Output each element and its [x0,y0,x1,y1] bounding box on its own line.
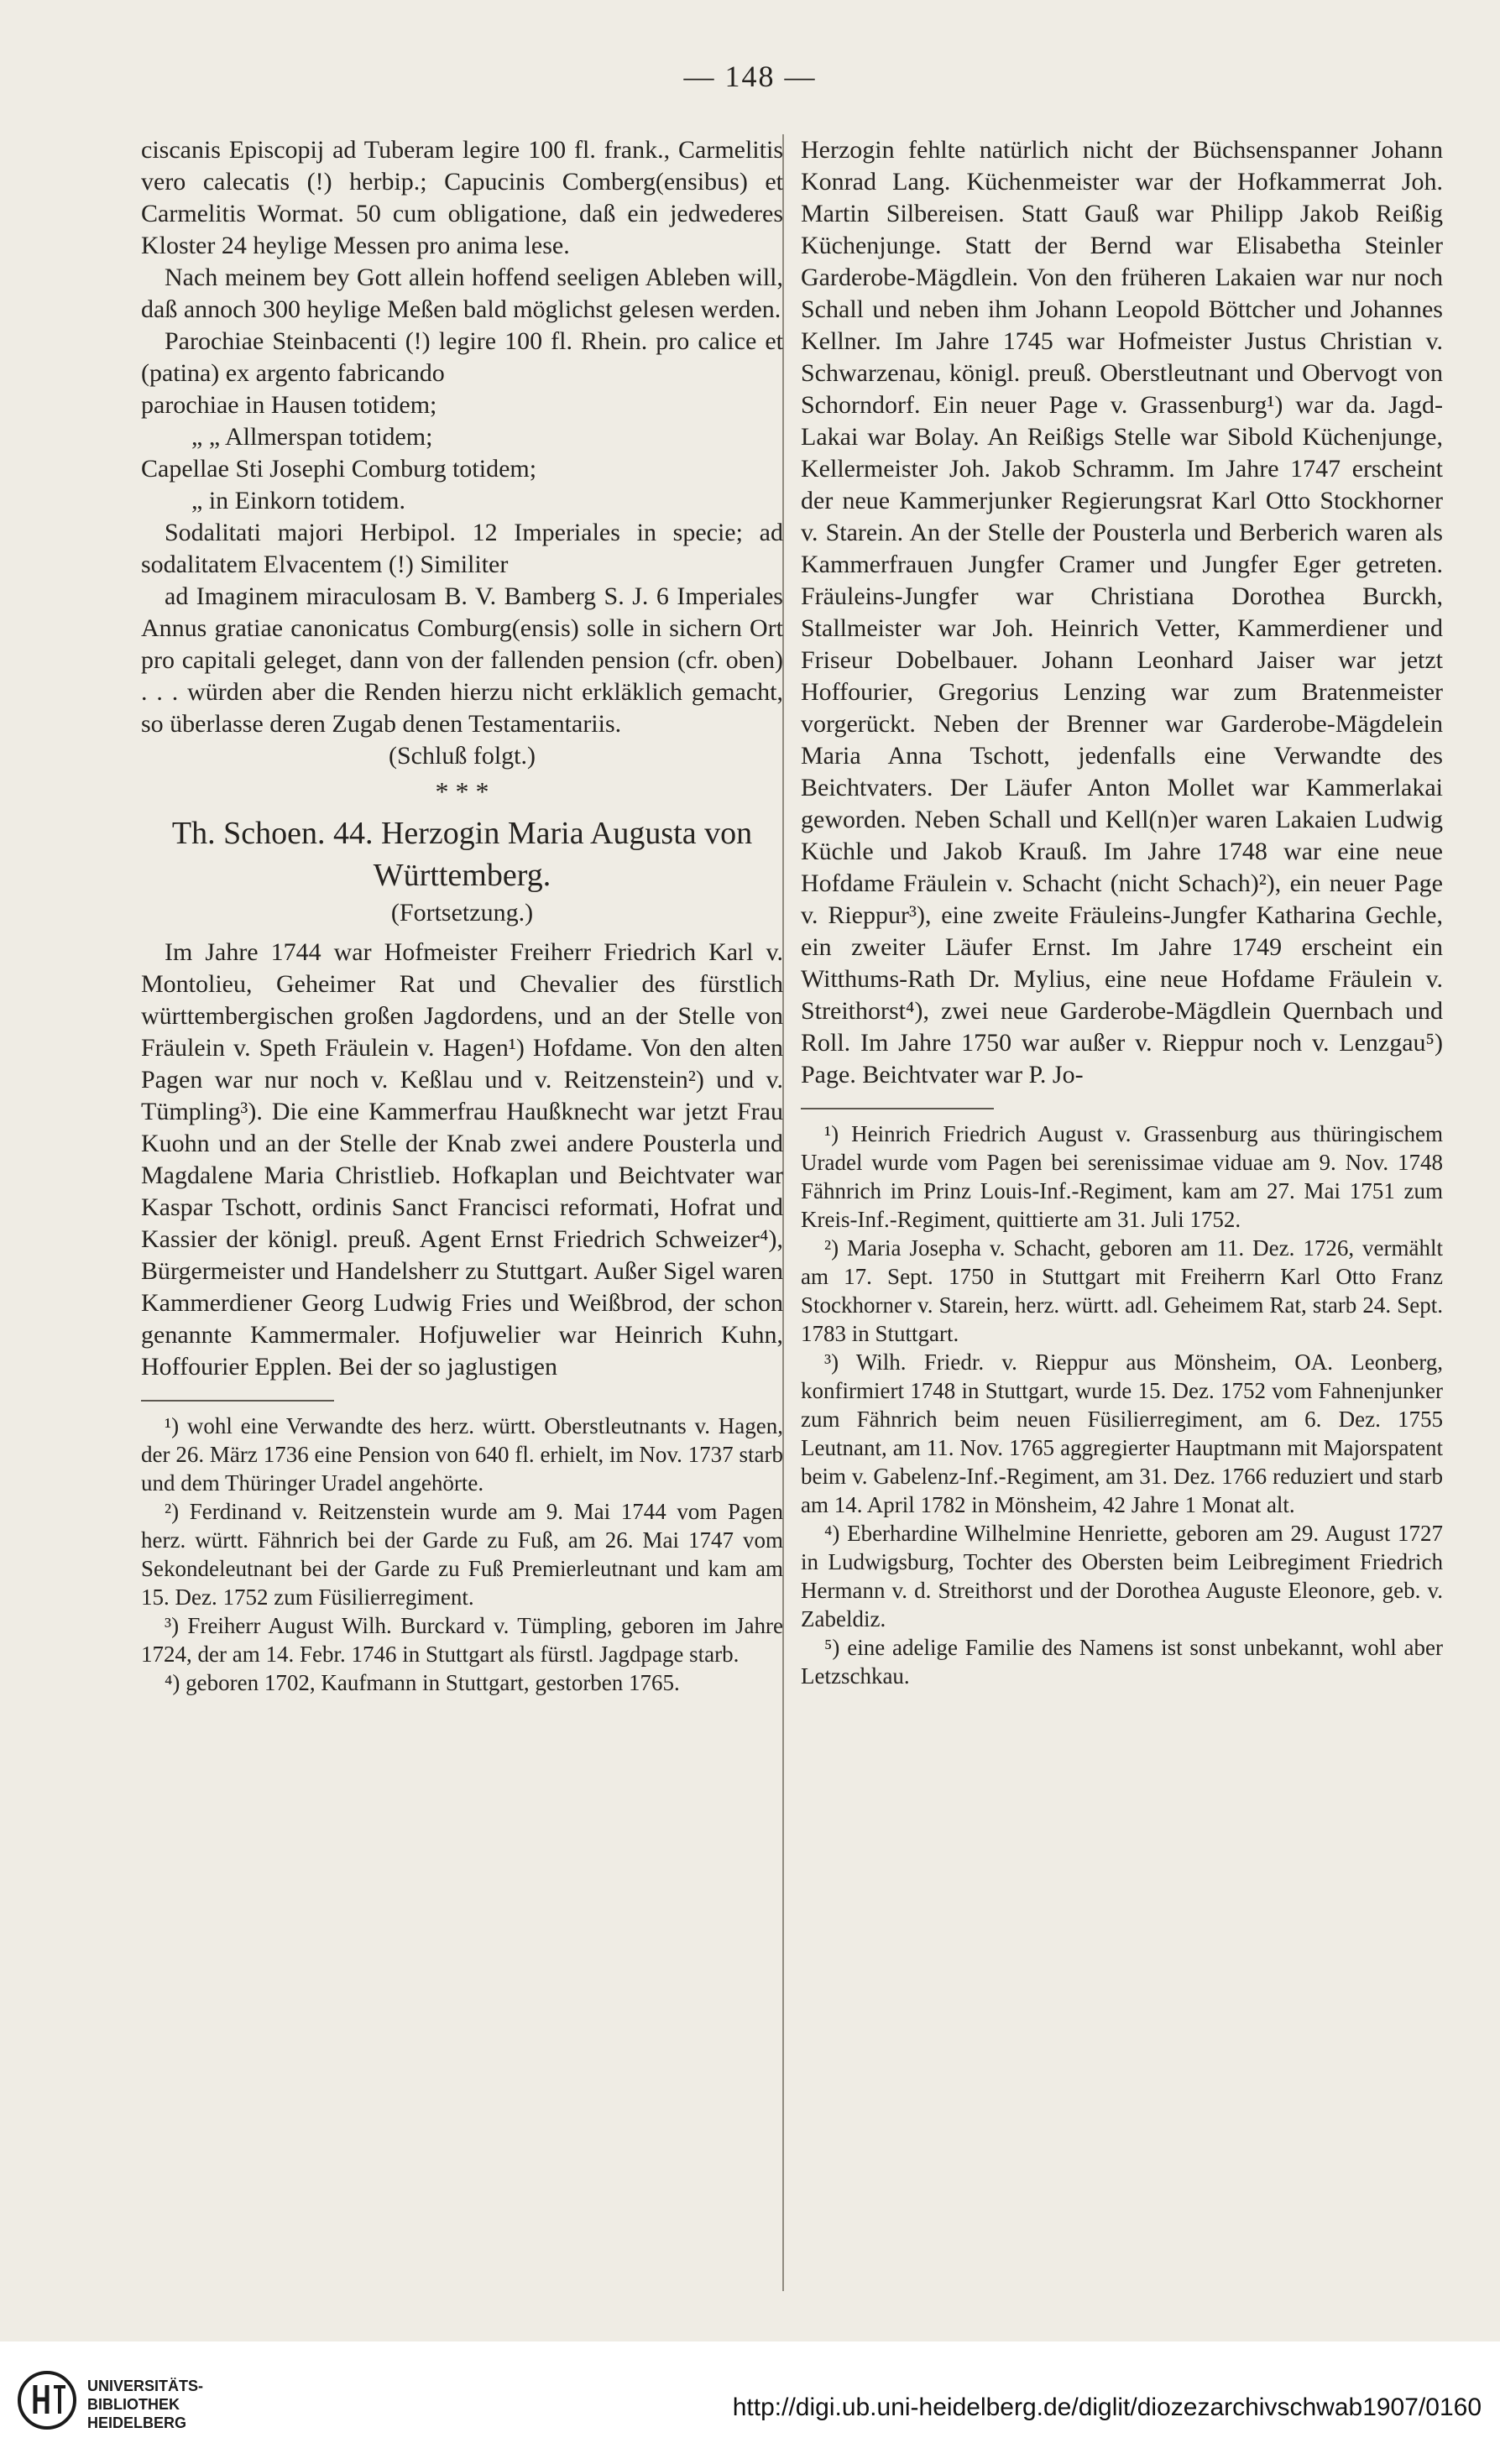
article-subheading: (Fortsetzung.) [390,899,534,927]
source-url-link[interactable]: http://digi.ub.uni-heidelberg.de/diglit/diozezarchivschwab1907/0160 [732,2394,1482,2421]
footnote: ²) Ferdinand v. Reitzenstein wurde am 9. Mai 1744 vom Pagen herz. württ. Fähnrich bei der Garde zu Fuß, am 26. Mai 1747 vom Sekondeleutnant bei der Garde zu Fuß Premierleutnant und kam am 15. Dez. 1752 zum Füsilierregiment. [141,1499,783,1610]
footnote-rule [141,1400,334,1402]
paragraph: parochiae in Hausen totidem; [141,391,437,419]
continuation-note: (Schluß folgt.) [389,742,536,770]
paragraph: ciscanis Episcopij ad Tuberam legire 100 fl. frank., Carmelitis vero calecatis (!) herbip.; Capucinis Comberg(ensibus) et Carmelitis Wormat. 50 cum obligatione, daß ein jedwederes Kloster 24 heylige Messen pro anima lese. [141,136,783,259]
footnote: ³) Wilh. Friedr. v. Rieppur aus Mönsheim, OA. Leonberg, konfirmiert 1748 in Stuttgart, wurde 15. Dez. 1752 vom Fahnenjunker zum Fähnrich beim neuen Füsilierregiment, am 6. Dez. 1755 Leutnant, am 11. Nov. 1765 aggregierter Hauptmann mit Majorspatent beim v. Gabelenz-Inf.-Regiment, am 31. Dez. 1766 reduziert und starb am 14. April 1782 in Mönsheim, 42 Jahre 1 Monat alt. [801,1349,1443,1517]
library-name [87,2377,203,2432]
article-body: Im Jahre 1744 war Hofmeister Freiherr Friedrich Karl v. Montolieu, Geheimer Rat und Chevalier des fürstlich württembergischen großen Jagdordens, und an der Stelle von Fräulein v. Speth Fräulein v. Hagen¹) Hofdame. Von den alten Pagen war nur noch v. Keßlau und v. Reitzenstein²) und v. Tümpling³). Die eine Kammerfrau Haußknecht war jetzt Frau Kuohn und an der Stelle der Knab zwei andere Pousterla und Magdalene Maria Christlieb. Hofkaplan und Beichtvater war Kaspar Tschott, ordinis Sanct Francisci reformati, Hofrat und Kassier der königl. preuß. Agent Ernst Friedrich Schweizer⁴), Bürgermeister und Handelsherr zu Stuttgart. Außer Sigel waren Kammerdiener Georg Ludwig Fries und Weißbrod, der schon genannte Kammermaler. Hofjuwelier war Heinrich Kuhn, Hoffourier Epplen. Bei der so jaglustigen [141,938,783,1381]
article-body: Herzogin fehlte natürlich nicht der Büchsenspanner Johann Konrad Lang. Küchenmeister war der Hofkammerrat Joh. Martin Silbereisen. Statt Gauß war Philipp Jakob Reißig Küchenjunge. Statt der Bernd war Elisabetha Steinler Garderobe-Mägdlein. Von den früheren Lakaien war nur noch Schall und neben ihm Johann Leopold Böttcher und Johannes Kellner. Im Jahre 1745 war Hofmeister Justus Christian v. Schwarzenau, königl. preuß. Oberstleutnant und Obervogt von Schorndorf. Ein neuer Page v. Grassenburg¹) war da. Jagd-Lakai war Bolay. An Reißigs Stelle war Sibold Küchenjunge, Kellermeister Joh. Jakob Schramm. Im Jahre 1747 erscheint der neue Kammerjunker Regierungsrat Karl Otto Stockhorner v. Starein. An der Stelle der Pousterla und Berberich waren als Kammerfrauen Jungfer Cramer und Jungfer Eger getreten. Fräuleins-Jungfer war Christiana Dorothea Burckh, Stallmeister war Joh. Heinrich Vetter, Kammerdiener und Friseur Dobelbauer. Johann Leonhard Jaiser war jetzt Hoffourier, Gregorius Lenzing war zum Bratenmeister vorgerückt. Neben der Brenner war Garderobe-Mägdelein Maria Anna Tschott, jedenfalls eine Verwandte des Beichtvaters. Der Läufer Anton Mollet war Kammerlakai geworden. Neben Schall und Kell(n)er waren Lakaien Ludwig Küchle und Jakob Krauß. Im Jahre 1748 war eine neue Hofdame Fräulein v. Schacht (nicht Schach)²), ein neuer Page v. Rieppur³), eine zweite Fräuleins-Jungfer Katharina Gechle, ein zweiter Läufer Ernst. Im Jahre 1749 erscheint ein Witthums-Rath Dr. Mylius, eine neue Hofdame Fräulein v. Streithorst⁴), zwei neue Garderobe-Mägdlein Quernbach und Roll. Im Jahre 1750 war außer v. Rieppur noch v. Lenzgau⁵) Page. Beichtvater war P. Jo- [801,136,1443,1088]
article-heading: Th. Schoen. 44. Herzogin Maria Augusta von Württemberg. [171,816,753,893]
library-logo [17,2365,235,2441]
library-seal-icon [17,2370,77,2430]
footnote: ⁴) Eberhardine Wilhelmine Henriette, geboren am 29. August 1727 in Ludwigsburg, Tochter des Obersten beim Leibregiment Friedrich Hermann v. d. Streithorst und der Dorothea Auguste Eleonore, geb. v. Zabeldiz. [801,1521,1443,1631]
paragraph: Parochiae Steinbacenti (!) legire 100 fl. Rhein. pro calice et (patina) ex argento fabricando [141,327,783,387]
footnote: ⁴) geboren 1702, Kaufmann in Stuttgart, gestorben 1765. [165,1670,680,1695]
paragraph: „ in Einkorn totidem. [191,487,405,514]
paragraph: ad Imaginem miraculosam B. V. Bamberg S. J. 6 Imperiales Annus gratiae canonicatus Comburg(ensis) solle in sichern Ort pro capitali geleget, dann von der fallenden pension (cfr. oben) . . . würden aber die Renden hierzu nicht erkläklich gemacht, so überlasse deren Zugab denen Testamentariis. [141,582,783,738]
footnote: ⁵) eine adelige Familie des Namens ist sonst unbekannt, wohl aber Letzschkau. [801,1635,1443,1689]
footnote: ³) Freiherr August Wilh. Burckard v. Tümpling, geboren im Jahre 1724, der am 14. Febr. 1746 in Stuttgart als fürstl. Jagdpage starb. [141,1613,783,1667]
footnote-rule [801,1108,994,1109]
page-footer [0,2341,1500,2464]
paragraph: Sodalitati majori Herbipol. 12 Imperiales in specie; ad sodalitatem Elvacentem (!) Similiter [141,519,783,578]
library-name-line: HEIDELBERG [87,2414,187,2431]
left-column [141,134,783,1697]
right-column [801,134,1443,1690]
footnote: ¹) Heinrich Friedrich August v. Grassenburg aus thüringischem Uradel wurde vom Pagen bei serenissimae viduae am 9. Nov. 1748 Fähnrich im Prinz Louis-Inf.-Regiment, kam am 27. Mai 1751 zum Kreis-Inf.-Regiment, quittierte am 31. Juli 1752. [801,1121,1443,1232]
paragraph: „ „ Allmerspan totidem; [191,423,433,451]
footnote: ¹) wohl eine Verwandte des herz. württ. Oberstleutnants v. Hagen, der 26. März 1736 eine Pension von 640 fl. erhielt, im Nov. 1737 starb und dem Thüringer Uradel angehörte. [141,1413,783,1496]
footnote: ²) Maria Josepha v. Schacht, geboren am 11. Dez. 1726, vermählt am 17. Sept. 1750 in Stuttgart mit Freiherrn Karl Otto Franz Stockhorner v. Starein, herz. württ. adl. Geheimem Rat, starb 24. Sept. 1783 in Stuttgart. [801,1235,1443,1346]
library-name-line: UNIVERSITÄTS- [87,2378,204,2394]
page-number: — 148 — [683,60,817,93]
paragraph: Capellae Sti Josephi Comburg totidem; [141,455,537,483]
library-name-line: BIBLIOTHEK [87,2396,180,2413]
section-separator: * * * [435,776,489,807]
paragraph: Nach meinem bey Gott allein hoffend seeligen Ableben will, daß annoch 300 heylige Meßen bald möglichst gelesen werden. [141,264,783,323]
